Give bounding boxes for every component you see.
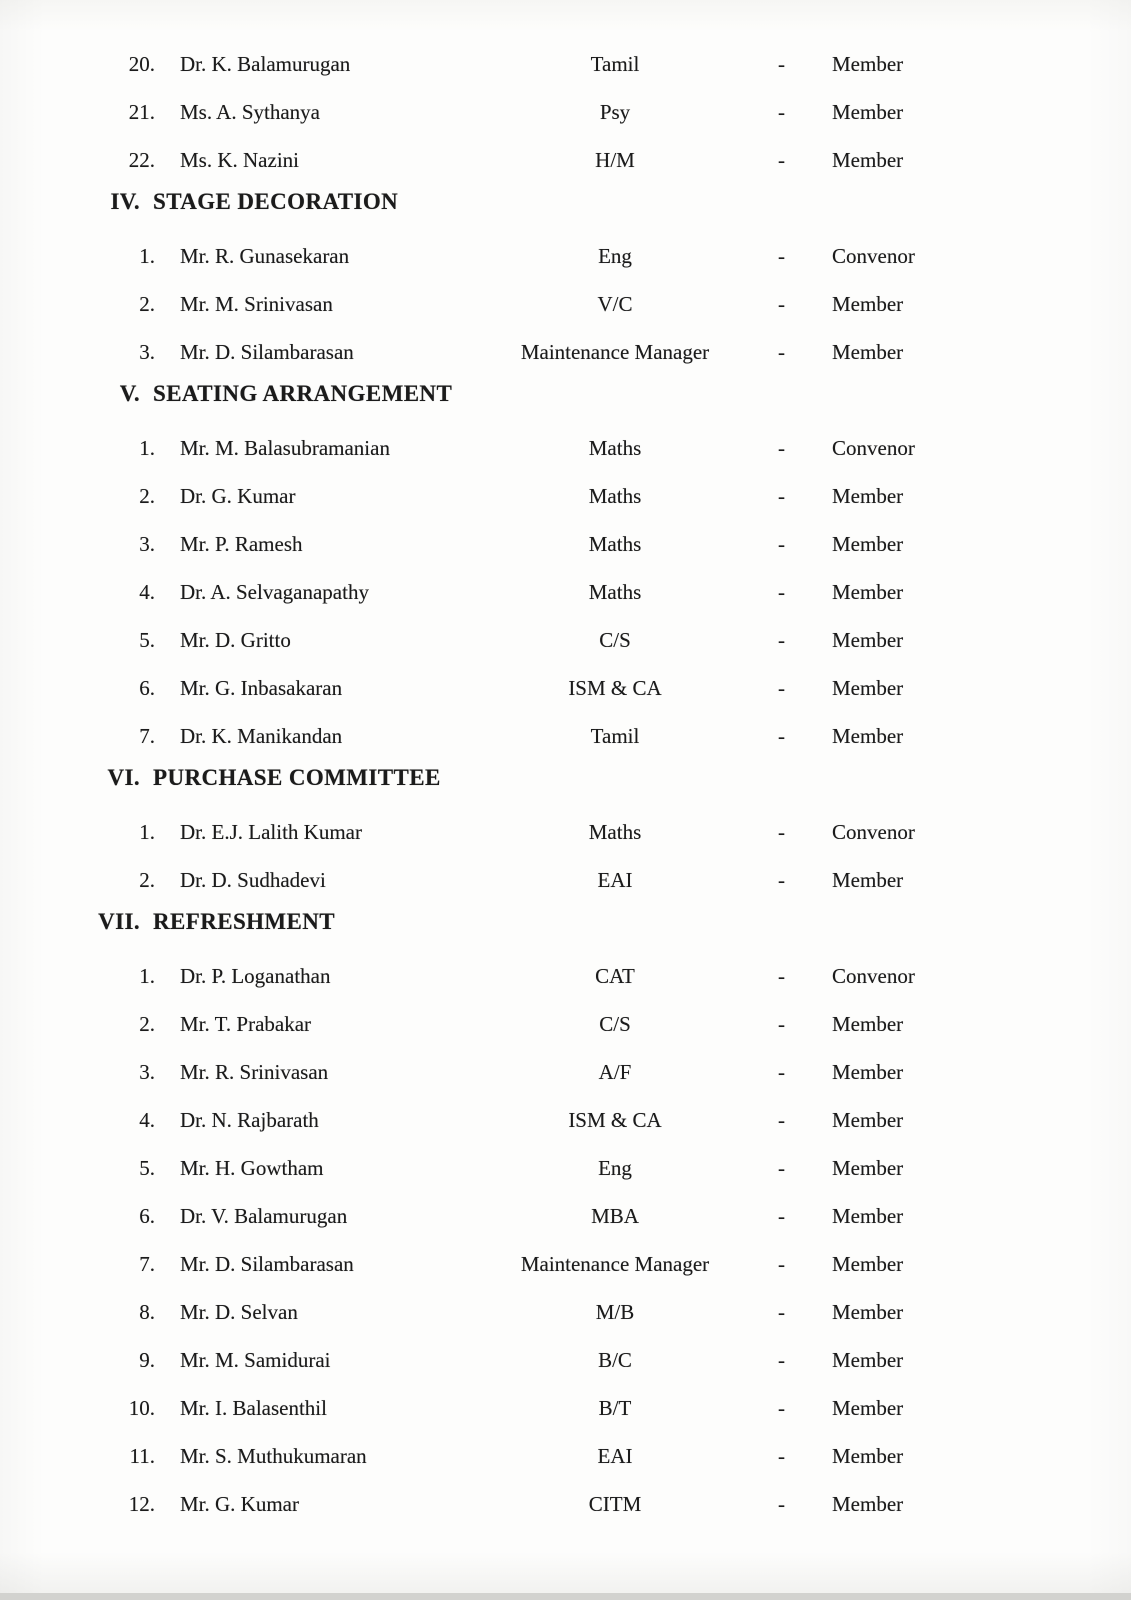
separator-dash: -	[778, 1155, 785, 1180]
row-number: 7.	[139, 723, 155, 748]
table-row	[0, 568, 1131, 616]
separator-dash: -	[778, 1203, 785, 1228]
member-name: Ms. K. Nazini	[180, 147, 299, 172]
member-role: Member	[832, 1203, 904, 1228]
member-role: Member	[832, 627, 904, 652]
row-number: 1.	[139, 819, 155, 844]
row-number: 22.	[128, 147, 155, 172]
member-department: Maintenance Manager	[520, 1251, 710, 1276]
member-department: ISM & CA	[568, 675, 662, 700]
member-department: CITM	[588, 1491, 642, 1516]
member-name: Mr. G. Kumar	[180, 1491, 299, 1516]
row-number: 1.	[139, 963, 155, 988]
table-row	[0, 856, 1131, 904]
member-role: Member	[832, 1011, 904, 1036]
member-department: Eng	[598, 243, 632, 268]
table-row	[0, 136, 1131, 184]
row-number: 1.	[139, 435, 155, 460]
member-role: Member	[832, 1395, 904, 1420]
table-row	[0, 1144, 1131, 1192]
member-role: Convenor	[832, 435, 915, 460]
member-department: CAT	[595, 963, 635, 988]
member-role: Member	[832, 579, 904, 604]
separator-dash: -	[778, 819, 785, 844]
separator-dash: -	[778, 1347, 785, 1372]
member-role: Convenor	[832, 819, 915, 844]
row-number: 20.	[128, 51, 155, 76]
member-name: Dr. P. Loganathan	[180, 963, 331, 988]
table-row	[0, 1336, 1131, 1384]
member-department: B/T	[598, 1395, 632, 1420]
member-department: Maintenance Manager	[520, 339, 710, 364]
table-row	[0, 472, 1131, 520]
member-role: Member	[832, 291, 904, 316]
row-number: 3.	[139, 339, 155, 364]
member-name: Ms. A. Sythanya	[180, 99, 321, 124]
member-role: Member	[832, 675, 904, 700]
table-row	[0, 280, 1131, 328]
member-department: A/F	[598, 1059, 632, 1084]
separator-dash: -	[778, 291, 785, 316]
row-number: 3.	[139, 531, 155, 556]
member-department: C/S	[599, 627, 631, 652]
table-row	[0, 424, 1131, 472]
separator-dash: -	[778, 147, 785, 172]
separator-dash: -	[778, 531, 785, 556]
member-role: Member	[832, 483, 904, 508]
member-department: B/C	[598, 1347, 632, 1372]
separator-dash: -	[778, 579, 785, 604]
member-name: Dr. K. Manikandan	[180, 723, 343, 748]
row-number: 2.	[139, 483, 155, 508]
table-row	[0, 952, 1131, 1000]
member-role: Member	[832, 1155, 904, 1180]
table-row	[0, 232, 1131, 280]
member-role: Member	[832, 1491, 904, 1516]
member-role: Member	[832, 1107, 904, 1132]
member-department: Maths	[588, 579, 642, 604]
member-department: Maths	[588, 819, 642, 844]
section-title: REFRESHMENT	[153, 909, 336, 934]
member-name: Mr. S. Muthukumaran	[180, 1443, 367, 1468]
member-name: Dr. D. Sudhadevi	[180, 867, 326, 892]
row-number: 10.	[128, 1395, 155, 1420]
member-role: Member	[832, 1059, 904, 1084]
table-row	[0, 616, 1131, 664]
section-title: STAGE DECORATION	[153, 189, 399, 214]
member-role: Member	[832, 1251, 904, 1276]
member-role: Member	[832, 867, 904, 892]
separator-dash: -	[778, 1395, 785, 1420]
member-name: Mr. D. Gritto	[180, 627, 291, 652]
table-row	[0, 808, 1131, 856]
table-row	[0, 664, 1131, 712]
section-heading	[0, 754, 1131, 802]
separator-dash: -	[778, 51, 785, 76]
member-name: Mr. R. Gunasekaran	[180, 243, 350, 268]
row-number: 8.	[139, 1299, 155, 1324]
member-name: Dr. V. Balamurugan	[180, 1203, 348, 1228]
separator-dash: -	[778, 1491, 785, 1516]
member-role: Member	[832, 1347, 904, 1372]
section-numeral: IV.	[110, 189, 140, 214]
table-row	[0, 40, 1131, 88]
row-number: 4.	[139, 1107, 155, 1132]
section-numeral: V.	[119, 381, 140, 406]
member-name: Mr. M. Srinivasan	[180, 291, 333, 316]
table-row	[0, 1240, 1131, 1288]
member-name: Mr. P. Ramesh	[180, 531, 303, 556]
member-department: Tamil	[590, 723, 640, 748]
member-role: Member	[832, 531, 904, 556]
separator-dash: -	[778, 339, 785, 364]
member-role: Member	[832, 51, 904, 76]
separator-dash: -	[778, 1011, 785, 1036]
separator-dash: -	[778, 99, 785, 124]
separator-dash: -	[778, 1059, 785, 1084]
table-row	[0, 1096, 1131, 1144]
row-number: 12.	[128, 1491, 155, 1516]
row-number: 2.	[139, 867, 155, 892]
member-role: Member	[832, 723, 904, 748]
separator-dash: -	[778, 1251, 785, 1276]
separator-dash: -	[778, 1107, 785, 1132]
member-department: EAI	[597, 1443, 633, 1468]
row-number: 1.	[139, 243, 155, 268]
member-role: Convenor	[832, 963, 915, 988]
separator-dash: -	[778, 723, 785, 748]
section-title: SEATING ARRANGEMENT	[153, 381, 453, 406]
member-name: Mr. I. Balasenthil	[180, 1395, 327, 1420]
member-department: C/S	[599, 1011, 631, 1036]
member-name: Mr. M. Samidurai	[180, 1347, 331, 1372]
member-name: Mr. G. Inbasakaran	[180, 675, 343, 700]
member-name: Mr. R. Srinivasan	[180, 1059, 329, 1084]
member-name: Mr. T. Prabakar	[180, 1011, 312, 1036]
table-row	[0, 1048, 1131, 1096]
member-name: Mr. D. Silambarasan	[180, 1251, 354, 1276]
separator-dash: -	[778, 963, 785, 988]
member-role: Convenor	[832, 243, 915, 268]
separator-dash: -	[778, 243, 785, 268]
member-department: M/B	[595, 1299, 635, 1324]
member-department: Psy	[599, 99, 631, 124]
member-name: Dr. K. Balamurugan	[180, 51, 351, 76]
member-department: EAI	[597, 867, 633, 892]
table-row	[0, 1288, 1131, 1336]
member-role: Member	[832, 1299, 904, 1324]
member-name: Mr. M. Balasubramanian	[180, 435, 390, 460]
row-number: 3.	[139, 1059, 155, 1084]
member-department: MBA	[591, 1203, 639, 1228]
row-number: 6.	[139, 1203, 155, 1228]
member-department: ISM & CA	[568, 1107, 662, 1132]
section-heading	[0, 370, 1131, 418]
table-row	[0, 520, 1131, 568]
table-row	[0, 328, 1131, 376]
member-department: Tamil	[590, 51, 640, 76]
table-row	[0, 1432, 1131, 1480]
member-role: Member	[832, 99, 904, 124]
row-number: 6.	[139, 675, 155, 700]
separator-dash: -	[778, 675, 785, 700]
separator-dash: -	[778, 435, 785, 460]
section-numeral: VII.	[98, 909, 140, 934]
section-heading	[0, 898, 1131, 946]
member-department: Maths	[588, 483, 642, 508]
member-department: Maths	[588, 435, 642, 460]
member-name: Dr. E.J. Lalith Kumar	[180, 819, 362, 844]
member-department: Maths	[588, 531, 642, 556]
row-number: 4.	[139, 579, 155, 604]
row-number: 2.	[139, 1011, 155, 1036]
section-heading	[0, 178, 1131, 226]
member-name: Mr. H. Gowtham	[180, 1155, 324, 1180]
separator-dash: -	[778, 627, 785, 652]
table-row	[0, 1192, 1131, 1240]
member-name: Dr. G. Kumar	[180, 483, 296, 508]
member-name: Mr. D. Silambarasan	[180, 339, 354, 364]
row-number: 2.	[139, 291, 155, 316]
table-row	[0, 88, 1131, 136]
member-department: H/M	[595, 147, 635, 172]
separator-dash: -	[778, 1443, 785, 1468]
table-row	[0, 712, 1131, 760]
member-department: Eng	[598, 1155, 632, 1180]
separator-dash: -	[778, 867, 785, 892]
section-numeral: VI.	[107, 765, 140, 790]
row-number: 5.	[139, 1155, 155, 1180]
table-row	[0, 1480, 1131, 1528]
table-row	[0, 1000, 1131, 1048]
member-name: Dr. N. Rajbarath	[180, 1107, 319, 1132]
separator-dash: -	[778, 483, 785, 508]
table-row	[0, 1384, 1131, 1432]
member-name: Dr. A. Selvaganapathy	[180, 579, 369, 604]
row-number: 11.	[129, 1443, 155, 1468]
section-title: PURCHASE COMMITTEE	[153, 765, 441, 790]
member-name: Mr. D. Selvan	[180, 1299, 298, 1324]
row-number: 7.	[139, 1251, 155, 1276]
member-role: Member	[832, 1443, 904, 1468]
row-number: 21.	[128, 99, 155, 124]
separator-dash: -	[778, 1299, 785, 1324]
member-department: V/C	[597, 291, 633, 316]
row-number: 5.	[139, 627, 155, 652]
member-role: Member	[832, 339, 904, 364]
row-number: 9.	[139, 1347, 155, 1372]
member-role: Member	[832, 147, 904, 172]
